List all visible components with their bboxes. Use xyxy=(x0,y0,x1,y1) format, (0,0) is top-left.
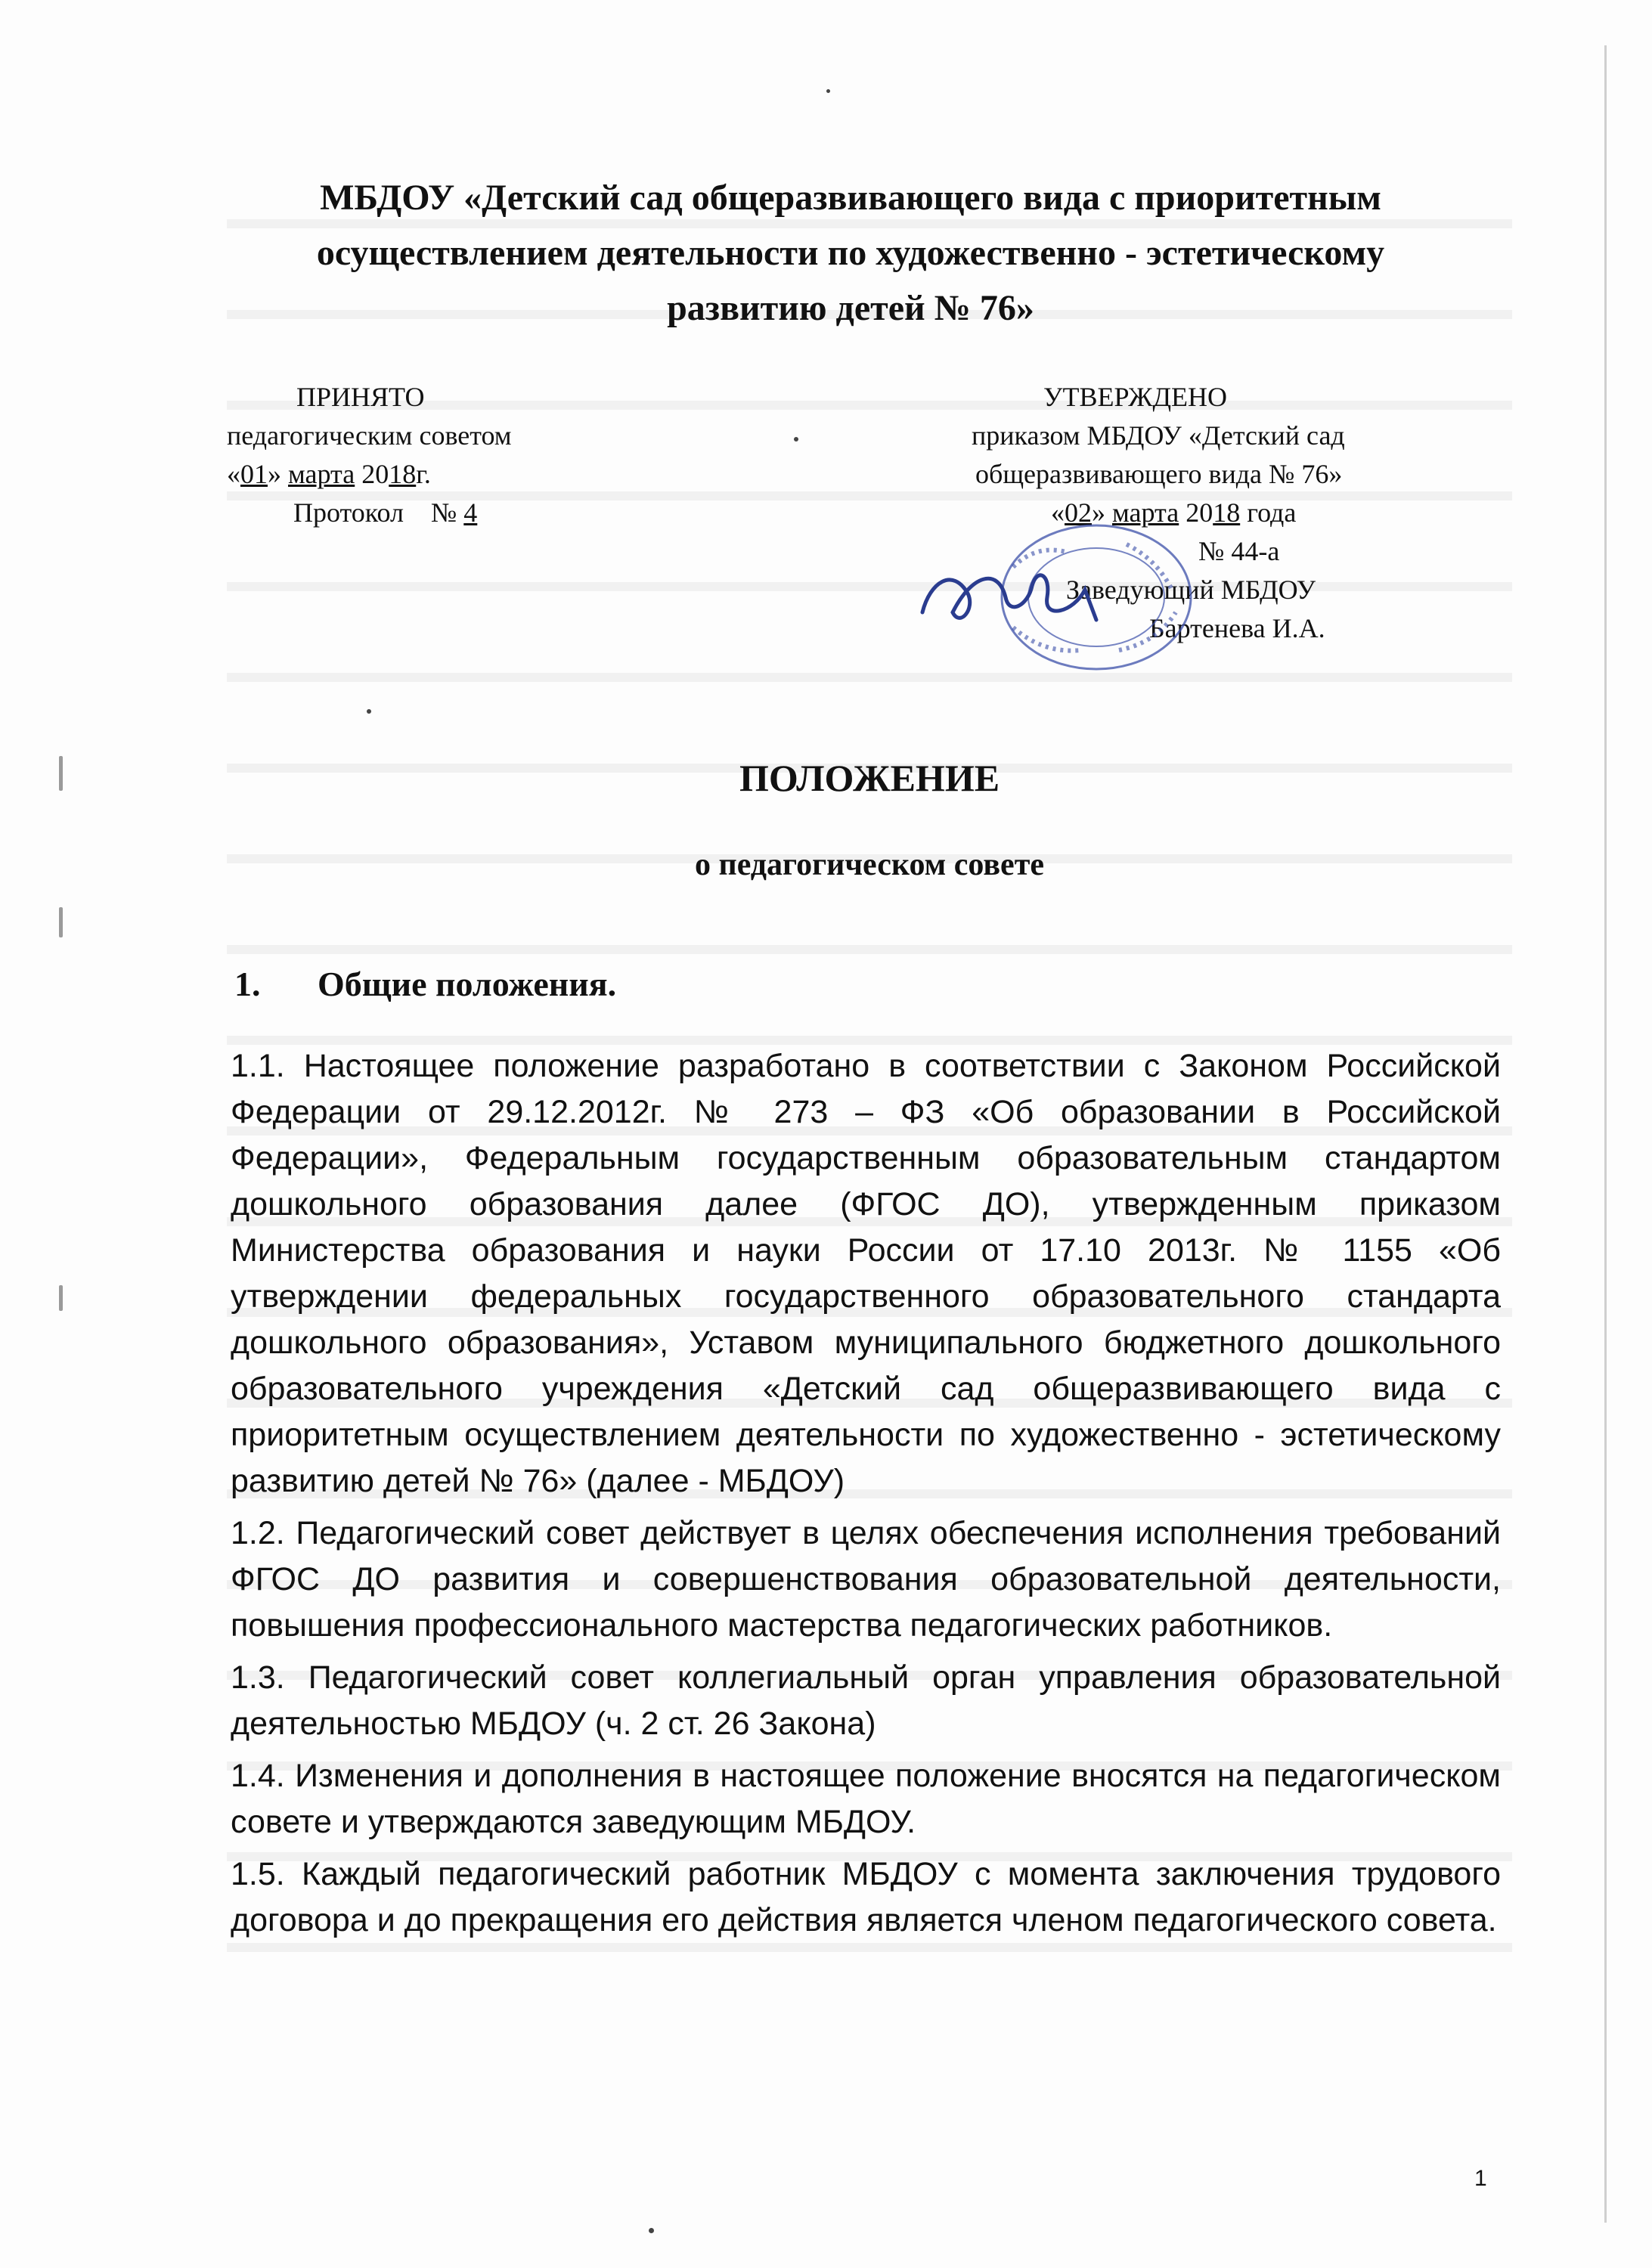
section-title: Общие положения. xyxy=(318,965,617,1003)
binding-mark xyxy=(59,756,63,791)
page-edge-shadow xyxy=(1604,45,1607,2223)
stamp-outer-ring xyxy=(1002,525,1191,669)
binding-mark xyxy=(59,907,63,937)
page-number: 1 xyxy=(1474,2166,1487,2191)
organization-title xyxy=(227,170,1474,336)
document-body xyxy=(231,1043,1501,1950)
approved-status: УТВЕРЖДЕНО xyxy=(1043,382,1228,412)
section-heading xyxy=(234,964,616,1004)
date-year: 18 xyxy=(389,459,417,489)
date-day: 01 xyxy=(240,459,268,489)
order-number: № 44-а xyxy=(1198,536,1280,566)
head-name: Бартенева И.А. xyxy=(1149,613,1325,643)
date-quote: « xyxy=(227,459,240,489)
date-year-suffix: г. xyxy=(416,459,431,489)
head-position: Заведующий МБДОУ xyxy=(1066,575,1316,605)
protocol-line xyxy=(227,494,665,532)
title-line: осуществлением деятельности по художественно - эстетическому xyxy=(316,233,1385,273)
section-number: 1. xyxy=(234,965,261,1003)
accepted-by: педагогическим советом xyxy=(227,420,512,451)
paragraph: 1.1. Настоящее положение разработано в соответствии с Законом Российской Федерации от 29.12.2012г. № 273 – ФЗ «Об образовании в Российской Федерации», Федеральным государственным образовательным стандартом дошкольного образования далее (ФГОС ДО), утвержденным приказом Министерства образования и науки России от 17.10 2013г. № 1155 «Об утверждении федеральных государственного образовательного стандарта дошкольного образования», Уставом муниципального бюджетного дошкольного образовательного учреждения «Детский сад общеразвивающего вида с приоритетным осуществлением деятельности по художественно - эстетическому развитию детей № 76» (далее - МБДОУ) xyxy=(231,1048,1501,1499)
title-line: развитию детей № 76» xyxy=(667,288,1034,328)
approved-line: общеразвивающего вида № 76» xyxy=(975,459,1343,489)
date-year-prefix: 20 xyxy=(1179,497,1213,528)
binding-mark xyxy=(59,1285,63,1311)
date-day: 02 xyxy=(1065,497,1092,528)
scan-speck xyxy=(826,89,830,93)
document-subtitle: о педагогическом совете xyxy=(695,847,1044,882)
scan-speck xyxy=(367,709,371,714)
accepted-status: ПРИНЯТО xyxy=(296,382,425,412)
paragraph: 1.2. Педагогический совет действует в целях обеспечения исполнения требований ФГОС ДО развития и совершенствования образовательной деятельности, повышения профессионального мастерства педагогических работников. xyxy=(231,1515,1501,1644)
protocol-label: Протокол № xyxy=(293,497,464,528)
paragraph: 1.5. Каждый педагогический работник МБДОУ с момента заключения трудового договора и до прекращения его действия является членом педагогического совета. xyxy=(231,1856,1501,1938)
paragraph: 1.3. Педагогический совет коллегиальный орган управления образовательной деятельностью МБДОУ (ч. 2 ст. 26 Закона) xyxy=(231,1659,1501,1742)
document-title: ПОЛОЖЕНИЕ xyxy=(739,757,1000,799)
accepted-date xyxy=(227,455,665,494)
date-month: марта xyxy=(288,459,355,489)
approved-line: приказом МБДОУ «Детский сад xyxy=(972,420,1345,451)
title-line: МБДОУ «Детский сад общеразвивающего вида с приоритетным xyxy=(320,178,1381,218)
date-year: 18 xyxy=(1213,497,1241,528)
date-month: марта xyxy=(1112,497,1179,528)
date-quote: » xyxy=(268,459,288,489)
stamp-ring-lettering xyxy=(1013,544,1176,651)
date-year-suffix: года xyxy=(1240,497,1297,528)
date-year-prefix: 20 xyxy=(355,459,389,489)
signature-icon xyxy=(922,575,1096,620)
scan-speck xyxy=(794,437,798,442)
scan-speck xyxy=(649,2228,654,2233)
protocol-number: 4 xyxy=(463,497,478,528)
date-quote: » xyxy=(1092,497,1112,528)
accepted-block xyxy=(227,378,665,532)
paragraph: 1.4. Изменения и дополнения в настоящее положение вносятся на педагогическом совете и утверждаются заведующим МБДОУ. xyxy=(231,1758,1501,1840)
official-stamp-and-signature xyxy=(900,522,1202,673)
date-quote: « xyxy=(1051,497,1065,528)
